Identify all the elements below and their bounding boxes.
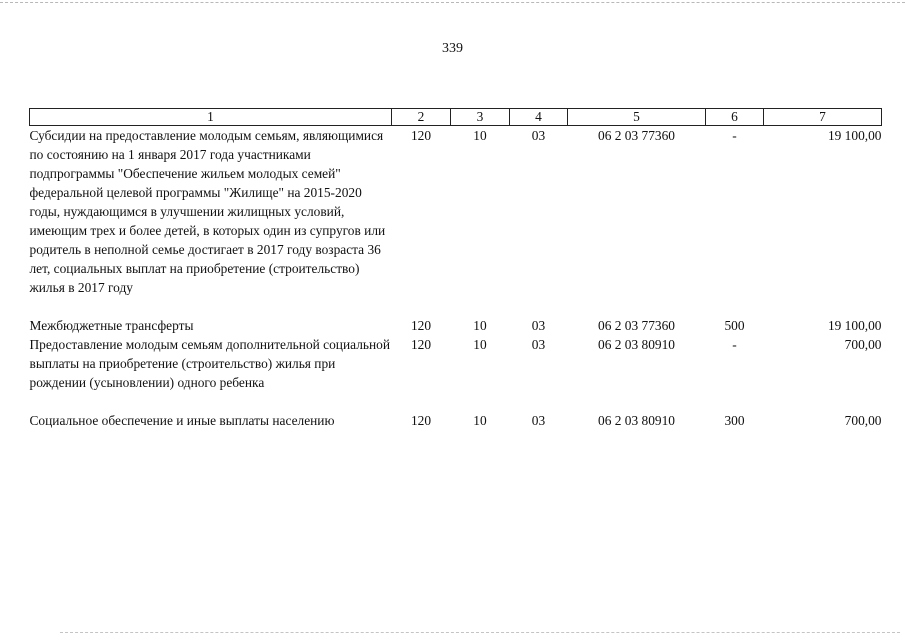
header-row <box>30 109 882 126</box>
column-header-2: 2 <box>392 109 451 126</box>
row-code-3: 10 <box>473 337 487 352</box>
row-name: Социальное обеспечение и иные выплаты населению <box>29 413 335 428</box>
row-code-4: 03 <box>531 318 546 333</box>
row-spacer <box>30 297 882 316</box>
table-row <box>30 126 882 298</box>
row-code-5: 06 2 03 80910 <box>598 413 675 428</box>
row-code-3: 10 <box>473 128 487 143</box>
page-number: 339 <box>442 41 463 56</box>
row-code-2: 120 <box>410 128 432 143</box>
row-code-4: 03 <box>531 128 546 143</box>
row-code-4: 03 <box>531 337 546 352</box>
table-row <box>30 335 882 392</box>
row-amount: 700,00 <box>844 337 882 352</box>
bottom-scan-rule <box>60 632 900 633</box>
row-code-5: 06 2 03 77360 <box>598 128 675 143</box>
row-code-4: 03 <box>531 413 546 428</box>
row-code-2: 120 <box>410 413 432 428</box>
row-spacer <box>30 392 882 411</box>
row-code-6: - <box>732 128 737 143</box>
row-code-2: 120 <box>410 337 432 352</box>
row-name: Субсидии на предоставление молодым семьям, являющимися по состоянию на 1 января 2017 года участниками подпрограммы "Обеспечение жильем молодых семей" федеральной целевой программы "Жилище" на 2015-2020 годы, нуждающимся в улучшении жилищных условий, имеющим трех и более детей, в которых один из супругов или родитель в неполной семье достигает в 2017 году возраста 36 лет, социальных выплат на приобретение (строительство) жилья в 2017 году <box>29 128 386 295</box>
table-row <box>30 316 882 335</box>
row-name: Межбюджетные трансферты <box>29 318 194 333</box>
row-code-6: 300 <box>724 413 745 428</box>
row-code-2: 120 <box>410 318 432 333</box>
row-code-5: 06 2 03 80910 <box>598 337 675 352</box>
row-code-3: 10 <box>473 413 487 428</box>
row-code-5: 06 2 03 77360 <box>598 318 675 333</box>
row-code-3: 10 <box>473 318 487 333</box>
table-row <box>30 411 882 430</box>
column-header-5: 5 <box>568 109 706 126</box>
row-name: Предоставление молодым семьям дополнительной социальной выплаты на приобретение (строительство) жилья при рождении (усыновлении) одного ребенка <box>29 337 391 390</box>
row-code-6: 500 <box>724 318 745 333</box>
row-amount: 19 100,00 <box>827 128 882 143</box>
row-amount: 19 100,00 <box>827 318 882 333</box>
column-header-1: 1 <box>30 109 392 126</box>
budget-table <box>29 108 882 430</box>
column-header-3: 3 <box>451 109 510 126</box>
column-header-4: 4 <box>510 109 568 126</box>
row-amount: 700,00 <box>844 413 882 428</box>
column-header-7: 7 <box>764 109 882 126</box>
top-scan-rule <box>0 2 905 3</box>
row-code-6: - <box>732 337 737 352</box>
column-header-6: 6 <box>706 109 764 126</box>
